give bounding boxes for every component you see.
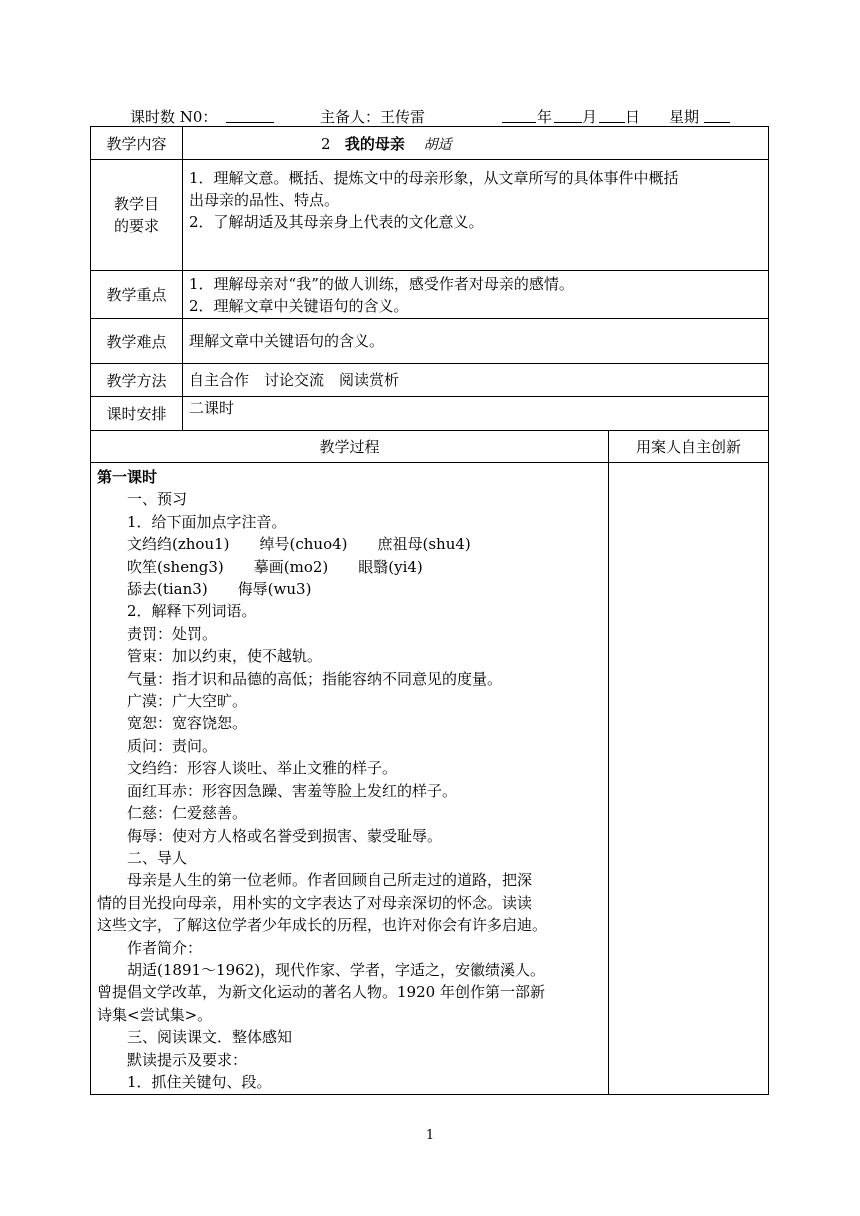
key-point-line: 1．理解母亲对“我”的做人训练，感受作者对母亲的感情。 (189, 274, 574, 293)
page-header (130, 106, 770, 126)
process-line: 情的目光投向母亲，用朴实的文字表达了对母亲深切的怀念。读读 (97, 893, 533, 912)
process-line: 1．给下面加点字注音。 (127, 512, 287, 531)
weekday-label: 星期 (669, 108, 700, 126)
innovation-notes-cell (609, 463, 769, 1095)
objective-line: 2．了解胡适及其母亲身上代表的文化意义。 (189, 213, 484, 231)
process-line: 曾提倡文学改革，为新文化运动的著名人物。1920 年创作第一部新 (97, 983, 545, 1002)
process-line: 仁慈：仁爱慈善。 (127, 804, 248, 823)
process-line: 气量：指才识和品德的高低；指能容纳不同意见的度量。 (127, 669, 503, 688)
process-line: 侮辱：使对方人格或名誉受到损害、蒙受耻辱。 (127, 826, 443, 845)
row-process-heading (91, 431, 769, 463)
preparer-label: 主备人：王传雷 (320, 108, 426, 126)
process-line: 2．解释下列词语。 (127, 602, 257, 621)
key-points-label: 教学重点 (91, 271, 183, 319)
year-blank (502, 106, 536, 123)
row-process-body (91, 463, 769, 1095)
process-line: 默读提示及要求： (127, 1050, 248, 1069)
process-line: 广漠：广大空旷。 (127, 692, 248, 711)
process-line: 文绉绉(zhou1) 绰号(chuo4) 庶祖母(shu4) (127, 535, 471, 554)
innovation-heading: 用案人自主创新 (609, 431, 769, 463)
lesson-author: 胡适 (423, 136, 452, 153)
process-heading: 教学过程 (91, 431, 609, 463)
lesson-number-label: 课时数 N0： (130, 108, 218, 126)
lesson-title (183, 127, 769, 160)
row-methods (91, 364, 769, 397)
month-label: 月 (582, 108, 598, 126)
process-line: 母亲是人生的第一位老师。作者回顾自己所走过的道路，把深 (127, 871, 533, 890)
key-points-content (183, 271, 769, 319)
difficulties-label: 教学难点 (91, 319, 183, 364)
process-line: 1．抓住关键句、段。 (127, 1072, 272, 1091)
process-line: 宽恕：宽容饶恕。 (127, 714, 248, 733)
row-objectives (91, 160, 769, 271)
process-line: 质问：责问。 (127, 736, 218, 755)
day-label: 日 (625, 108, 641, 126)
process-line: 一、预习 (127, 490, 188, 509)
objectives-label-line2: 的要求 (113, 217, 159, 235)
process-line: 文绉绉：形容人谈吐、举止文雅的样子。 (127, 759, 398, 778)
page-number: 1 (425, 1128, 435, 1143)
methods-content: 自主合作 讨论交流 阅读赏析 (183, 364, 769, 397)
process-line: 这些文字，了解这位学者少年成长的历程，也许对你会有许多启迪。 (97, 916, 548, 935)
weekday-blank (704, 106, 730, 123)
month-blank (554, 106, 582, 123)
process-line: 胡适(1891～1962)，现代作家、学者，字适之，安徽绩溪人。 (127, 960, 546, 979)
key-point-line: 2．理解文章中关键语句的含义。 (189, 296, 409, 315)
process-line: 二、导人 (127, 848, 188, 867)
teaching-content-label: 教学内容 (91, 127, 183, 160)
row-teaching-content (91, 127, 769, 160)
schedule-content: 二课时 (183, 397, 769, 431)
lesson-title-text: 我的母亲 (344, 134, 405, 153)
process-body (91, 463, 609, 1095)
process-line: 面红耳赤：形容因急躁、害羞等脸上发红的样子。 (127, 781, 458, 800)
process-line: 三、阅读课文．整体感知 (127, 1028, 293, 1047)
lesson-number-blank (226, 106, 274, 123)
process-line: 责罚：处罚。 (127, 624, 218, 643)
difficulties-content: 理解文章中关键语句的含义。 (183, 319, 769, 364)
objectives-label (91, 160, 183, 271)
process-line: 管束：加以约束，使不越轨。 (127, 647, 323, 666)
day-blank (599, 106, 625, 123)
process-line: 作者简介： (127, 938, 203, 957)
objective-line: 1．理解文意。概括、提炼文中的母亲形象，从文章所写的具体事件中概括 (189, 169, 679, 187)
row-key-points (91, 271, 769, 319)
objectives-label-line1: 教学目 (113, 195, 159, 213)
process-line: 舔去(tian3) 侮辱(wu3) (127, 580, 312, 599)
lesson-plan-table (90, 126, 769, 1095)
objectives-content (183, 160, 769, 271)
process-line: 第一课时 (97, 468, 158, 486)
schedule-label: 课时安排 (91, 397, 183, 431)
year-label: 年 (537, 108, 553, 126)
process-line: 吹笙(sheng3) 摹画(mo2) 眼翳(yi4) (127, 557, 423, 576)
process-line: 诗集<尝试集>。 (97, 1005, 213, 1024)
row-difficulties (91, 319, 769, 364)
methods-label: 教学方法 (91, 364, 183, 397)
objective-line: 出母亲的品性、特点。 (189, 191, 340, 209)
row-schedule (91, 397, 769, 431)
lesson-number: 2 (321, 134, 331, 153)
